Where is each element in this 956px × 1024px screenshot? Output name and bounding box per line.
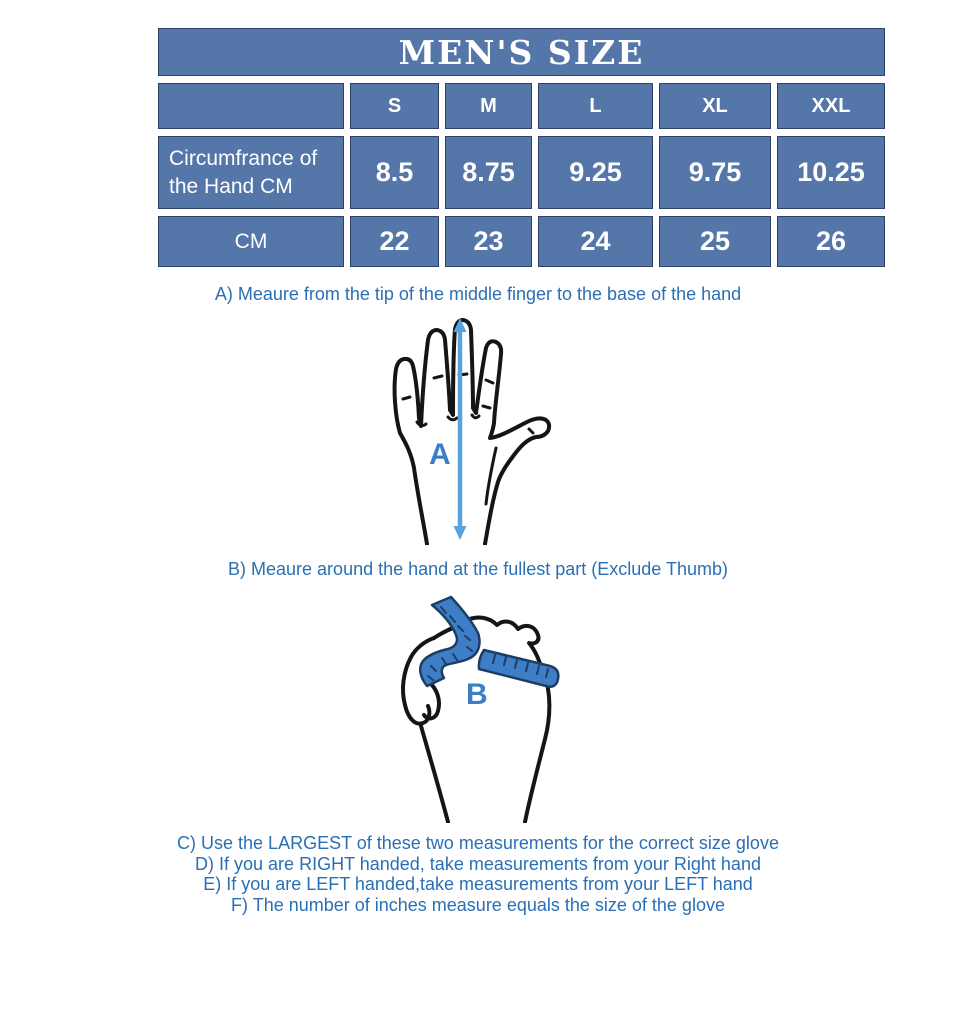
diagram-label-a: A	[429, 438, 451, 471]
cm-value-xxl: 26	[777, 216, 885, 267]
circumference-value-l: 9.25	[538, 136, 653, 209]
instruction-b: B) Meaure around the hand at the fullest part (Exclude Thumb)	[228, 559, 728, 579]
row-label-circumference: Circumfrance of the Hand CM	[158, 136, 344, 209]
size-header-s: S	[350, 83, 439, 129]
size-header-xl: XL	[659, 83, 771, 129]
empty-corner-cell	[158, 83, 344, 129]
table-title: MEN'S SIZE	[158, 28, 885, 76]
pinky-crease	[403, 397, 410, 399]
instruction-e: E) If you are LEFT handed,take measurements from your LEFT hand	[203, 874, 753, 894]
fist-tape-measurement-icon	[398, 592, 568, 823]
size-header-xxl: XXL	[777, 83, 885, 129]
instruction-d: D) If you are RIGHT handed, take measurements from your Right hand	[195, 853, 761, 874]
instruction-a: A) Meaure from the tip of the middle finger to the base of the hand	[214, 284, 742, 304]
instruction-block-cf	[0, 833, 956, 915]
instruction-c: C) Use the LARGEST of these two measurements for the correct size glove	[177, 833, 779, 853]
instruction-f: F) The number of inches measure equals the size of the glove	[231, 894, 725, 915]
circumference-value-xl: 9.75	[659, 136, 771, 209]
size-header-l: L	[538, 83, 653, 129]
ring-crease	[434, 376, 442, 378]
circumference-value-m: 8.75	[445, 136, 532, 209]
size-header-m: M	[445, 83, 532, 129]
row-label-cm: CM	[158, 216, 344, 267]
mens-size-table	[158, 28, 885, 267]
open-hand-measurement-icon	[383, 316, 555, 545]
cm-value-m: 23	[445, 216, 532, 267]
circumference-value-s: 8.5	[350, 136, 439, 209]
cm-value-s: 22	[350, 216, 439, 267]
cm-value-l: 24	[538, 216, 653, 267]
index-lower-crease	[483, 406, 490, 408]
cm-value-xl: 25	[659, 216, 771, 267]
hand-b-silhouette	[406, 626, 551, 822]
circumference-value-xxl: 10.25	[777, 136, 885, 209]
diagram-label-b: B	[466, 678, 488, 711]
